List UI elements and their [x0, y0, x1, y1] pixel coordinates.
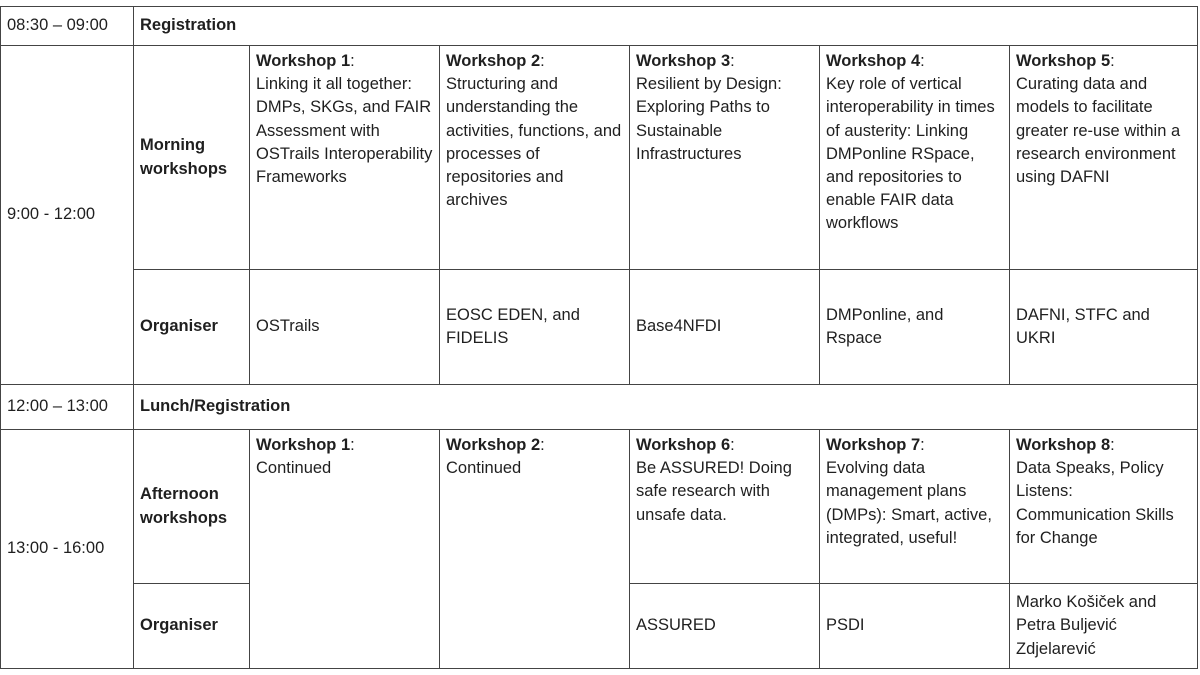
workshop-title: Structuring and understanding the activities, functions, and processes of repositories and archives — [446, 75, 622, 210]
workshop-title: Continued — [256, 459, 332, 478]
afternoon-workshop-7: Workshop 7: Evolving data management plans (DMPs): Smart, active, integrated, useful! — [819, 429, 1010, 584]
afternoon-workshop-8: Workshop 8: Data Speaks, Policy Listens: Communication Skills for Change — [1009, 429, 1198, 584]
morning-organiser-3: Base4NFDI — [629, 269, 820, 385]
afternoon-organiser-8: Marko Košiček and Petra Buljević Zdjelarević — [1009, 583, 1198, 669]
afternoon-organiser-6: ASSURED — [629, 583, 820, 669]
afternoon-organiser-label: Organiser — [133, 583, 250, 669]
morning-workshop-4: Workshop 4: Key role of vertical interoperability in times of austerity: Linking DMPonline RSpace, and repositories to enable FAIR data workflows — [819, 45, 1010, 270]
afternoon-workshop-6: Workshop 6: Be ASSURED! Doing safe research with unsafe data. — [629, 429, 820, 584]
morning-organiser-2: EOSC EDEN, and FIDELIS — [439, 269, 630, 385]
morning-workshop-1: Workshop 1: Linking it all together: DMPs, SKGs, and FAIR Assessment with OSTrails Interoperability Frameworks — [249, 45, 440, 270]
morning-workshops-label: Morning workshops — [133, 45, 250, 270]
morning-organiser-5: DAFNI, STFC and UKRI — [1009, 269, 1198, 385]
lunch-label: Lunch/Registration — [133, 384, 1198, 430]
workshop-title: Data Speaks, Policy Listens: Communication Skills for Change — [1016, 459, 1174, 547]
workshop-name: Workshop 6 — [636, 436, 731, 454]
registration-label: Registration — [133, 6, 1198, 46]
workshop-title: Continued — [446, 459, 522, 478]
time-cell-afternoon: 13:00 - 16:00 — [0, 429, 134, 669]
time-cell-lunch: 12:00 – 13:00 — [0, 384, 134, 430]
workshop-name: Workshop 1 — [256, 52, 351, 70]
morning-workshop-5: Workshop 5: Curating data and models to facilitate greater re-use within a research environment using DAFNI — [1009, 45, 1198, 270]
workshop-title: Linking it all together: DMPs, SKGs, and FAIR Assessment with OSTrails Interoperability Frameworks — [256, 75, 433, 187]
workshop-name: Workshop 7 — [826, 436, 921, 454]
workshop-title: Be ASSURED! Doing safe research with unsafe data. — [636, 459, 792, 524]
morning-workshop-3: Workshop 3: Resilient by Design: Exploring Paths to Sustainable Infrastructures — [629, 45, 820, 270]
morning-organiser-4: DMPonline, and Rspace — [819, 269, 1010, 385]
afternoon-organiser-7: PSDI — [819, 583, 1010, 669]
time-cell-morning: 9:00 - 12:00 — [0, 45, 134, 385]
workshop-name: Workshop 2 — [446, 52, 541, 70]
schedule-table — [1, 7, 1198, 669]
afternoon-workshops-label: Afternoon workshops — [133, 429, 250, 584]
morning-workshop-2: Workshop 2: Structuring and understanding the activities, functions, and processes of repositories and archives — [439, 45, 630, 270]
workshop-title: Curating data and models to facilitate greater re-use within a research environment using DAFNI — [1016, 75, 1181, 187]
workshop-name: Workshop 3 — [636, 52, 731, 70]
workshop-name: Workshop 4 — [826, 52, 921, 70]
workshop-name: Workshop 5 — [1016, 52, 1111, 70]
workshop-name: Workshop 2 — [446, 436, 541, 454]
afternoon-workshop-1: Workshop 1: Continued — [249, 429, 440, 669]
morning-organiser-label: Organiser — [133, 269, 250, 385]
workshop-title: Key role of vertical interoperability in times of austerity: Linking DMPonline RSpace, and repositories to enable FAIR data workflows — [826, 75, 995, 233]
workshop-name: Workshop 8 — [1016, 436, 1111, 454]
workshop-title: Resilient by Design: Exploring Paths to Sustainable Infrastructures — [636, 75, 782, 163]
workshop-name: Workshop 1 — [256, 436, 351, 454]
time-cell-registration: 08:30 – 09:00 — [0, 6, 134, 46]
morning-organiser-1: OSTrails — [249, 269, 440, 385]
afternoon-workshop-2: Workshop 2: Continued — [439, 429, 630, 669]
workshop-title: Evolving data management plans (DMPs): Smart, active, integrated, useful! — [826, 459, 992, 547]
